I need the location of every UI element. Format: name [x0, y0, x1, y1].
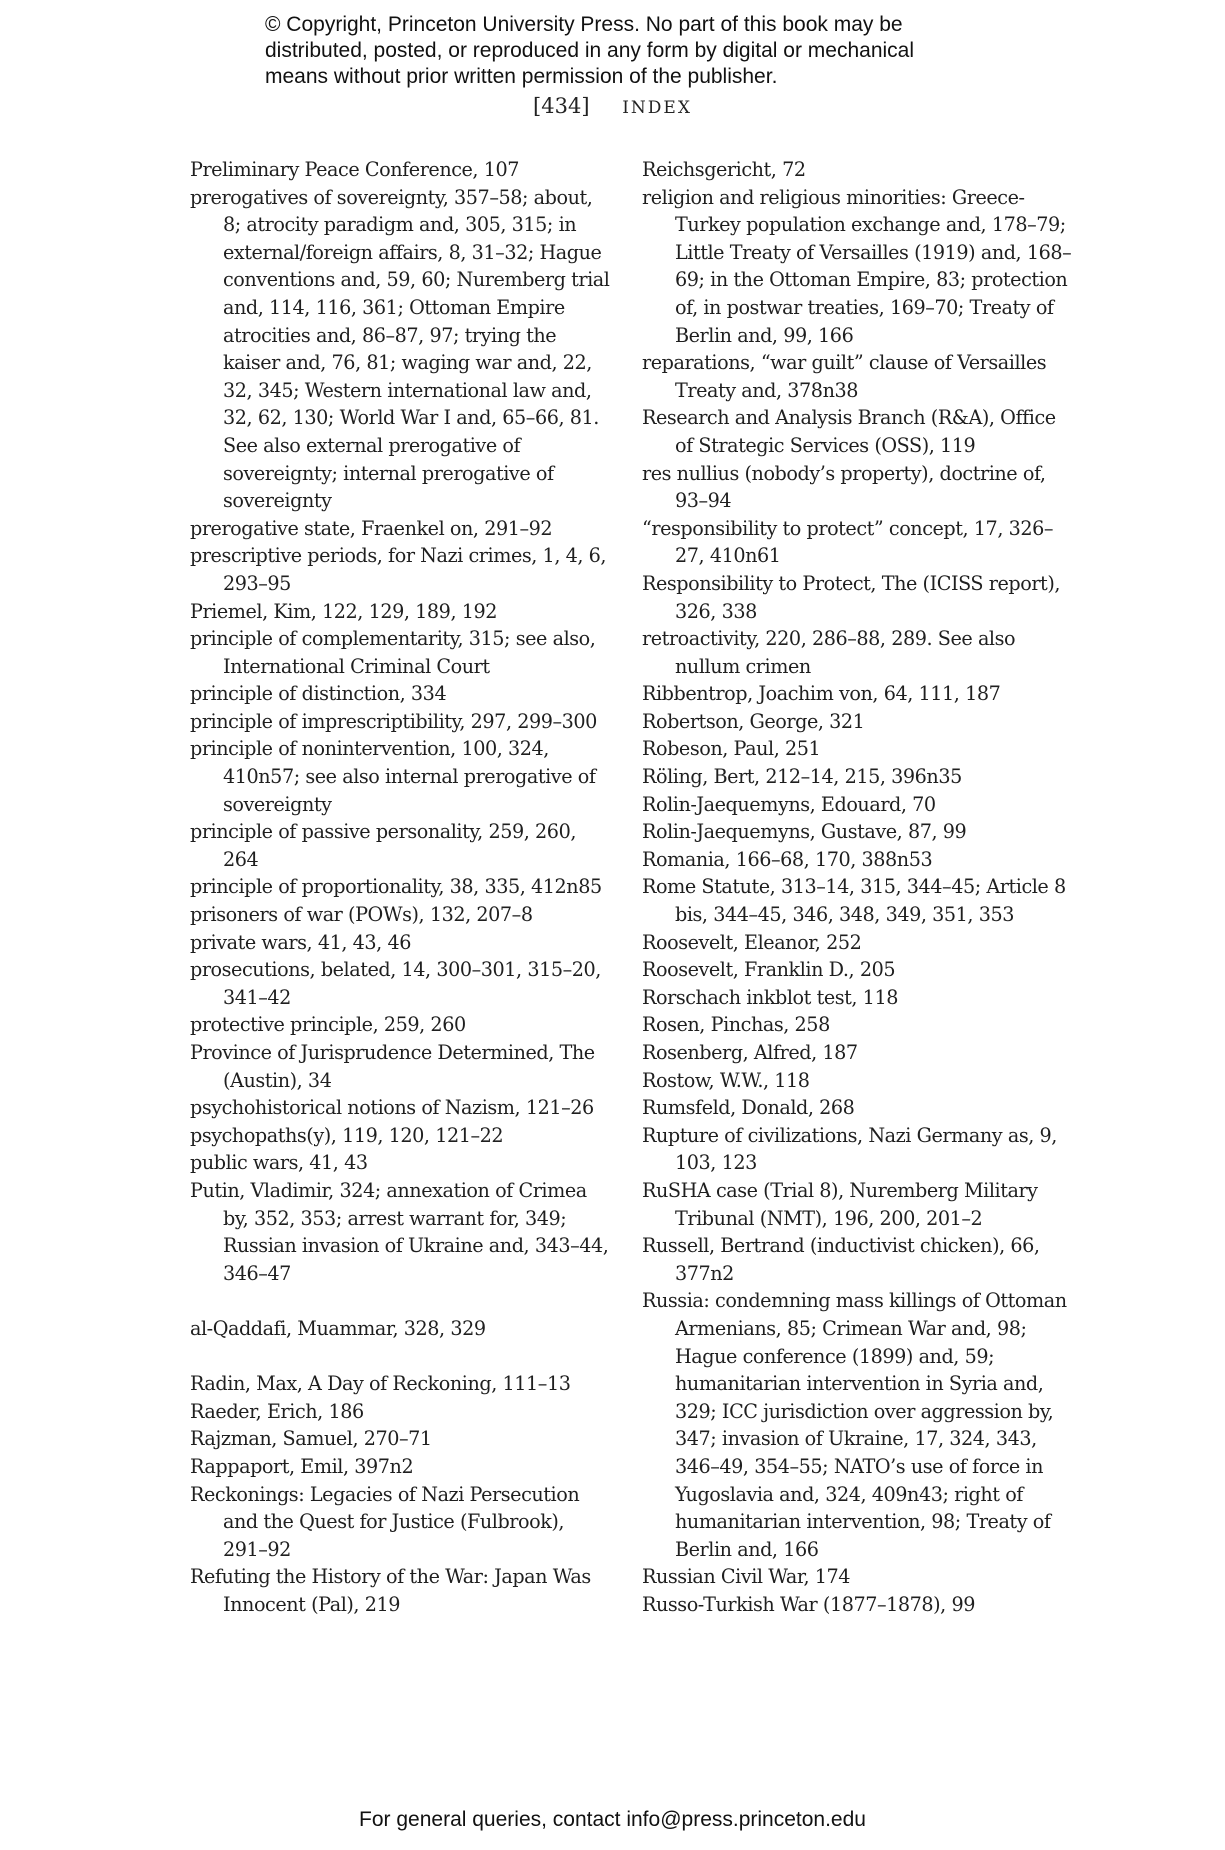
copyright-line: distributed, posted, or reproduced in any form by digital or mechanical: [265, 39, 915, 62]
index-entry: Research and Analysis Branch (R&A), Office of Strategic Services (OSS), 119: [642, 406, 1056, 457]
index-entry: Rostow, W.W., 118: [642, 1068, 810, 1092]
index-entry: Russia: condemning mass killings of Ottoman Armenians, 85; Crimean War and, 98; Hague conference (1899) and, 59; humanitarian intervention in Syria and, 329; ICC jurisdiction over aggression by, 347; invasion of Ukraine, 17, 324, 343, 346–49, 354–55; NATO’s use of force in Yugoslavia and, 324, 409n43; right of humanitarian intervention, 98; Treaty of Berlin and, 166: [642, 1289, 1067, 1561]
index-entry: Robeson, Paul, 251: [642, 737, 821, 761]
index-entry: prerogative state, Fraenkel on, 291–92: [190, 516, 553, 540]
index-entry: Reckonings: Legacies of Nazi Persecution and the Quest for Justice (Fulbrook), 291–92: [190, 1482, 580, 1561]
index-entry: Refuting the History of the War: Japan Was Innocent (Pal), 219: [190, 1565, 591, 1616]
index-entry: Raeder, Erich, 186: [190, 1399, 364, 1423]
index-entry: Roosevelt, Franklin D., 205: [642, 958, 896, 982]
index-entry: principle of nonintervention, 100, 324, 410n57; see also internal prerogative of sovereignty: [190, 737, 596, 816]
footer-contact: For general queries, contact info@press.princeton.edu: [359, 1808, 866, 1831]
index-entry: principle of passive personality, 259, 260, 264: [190, 820, 576, 871]
index-entry: Rupture of civilizations, Nazi Germany as, 9, 103, 123: [642, 1123, 1057, 1175]
index-entry: Röling, Bert, 212–14, 215, 396n35: [642, 765, 962, 789]
running-header: [0, 94, 1225, 118]
index-entry: Rome Statute, 313–14, 315, 344–45; Article 8 bis, 344–45, 346, 348, 349, 351, 353: [642, 875, 1066, 927]
index-entry: public wars, 41, 43: [190, 1151, 368, 1175]
letter-group-gap: [190, 1343, 610, 1371]
index-entry: Preliminary Peace Conference, 107: [190, 158, 519, 181]
index-entry: Priemel, Kim, 122, 129, 189, 192: [190, 599, 498, 623]
index-entry: Russian Civil War, 174: [642, 1565, 851, 1589]
index-entry: Province of Jurisprudence Determined, The (Austin), 34: [190, 1041, 595, 1092]
index-entry: principle of proportionality, 38, 335, 412n85: [190, 875, 602, 899]
index-entry: Russo-Turkish War (1877–1878), 99: [642, 1592, 975, 1616]
index-entry: Putin, Vladimir, 324; annexation of Crimea by, 352, 353; arrest warrant for, 349; Russian invasion of Ukraine and, 343–44, 346–47: [190, 1178, 609, 1285]
index-entry: “responsibility to protect” concept, 17, 326–27, 410n61: [642, 516, 1054, 568]
section-label: INDEX: [622, 98, 692, 118]
index-entry: prescriptive periods, for Nazi crimes, 1, 4, 6, 293–95: [190, 544, 607, 595]
index-entry: private wars, 41, 43, 46: [190, 930, 411, 954]
index-column-left: [190, 156, 610, 1618]
index-entry: Roosevelt, Eleanor, 252: [642, 930, 862, 954]
index-entry: religion and religious minorities: Greece-Turkey population exchange and, 178–79; Little Treaty of Versailles (1919) and, 168–69; in the Ottoman Empire, 83; protection of, in postwar treaties, 169–70; Treaty of Berlin and, 99, 166: [642, 185, 1072, 347]
index-entry: Responsibility to Protect, The (ICISS report), 326, 338: [642, 571, 1060, 623]
index-entry: res nullius (nobody’s property), doctrine of, 93–94: [642, 461, 1046, 513]
index-entry: Russell, Bertrand (inductivist chicken), 66, 377n2: [642, 1234, 1040, 1285]
index-entry: Rolin-Jaequemyns, Edouard, 70: [642, 792, 936, 816]
index-entry: prerogatives of sovereignty, 357–58; about, 8; atrocity paradigm and, 305, 315; in external/foreign affairs, 8, 31–32; Hague conventions and, 59, 60; Nuremberg trial and, 114, 116, 361; Ottoman Empire atrocities and, 86–87, 97; trying the kaiser and, 76, 81; waging war and, 22, 32, 345; Western international law and, 32, 62, 130; World War I and, 65–66, 81. See also external prerogative of sovereignty; internal prerogative of sovereignty: [190, 185, 610, 513]
index-entry: Ribbentrop, Joachim von, 64, 111, 187: [642, 682, 1001, 706]
copyright-notice: [265, 12, 1025, 90]
index-entry: RuSHA case (Trial 8), Nuremberg Military Tribunal (NMT), 196, 200, 201–2: [642, 1178, 1038, 1230]
index-entry: prosecutions, belated, 14, 300–301, 315–20, 341–42: [190, 958, 601, 1009]
letter-group-gap: [190, 1287, 610, 1315]
index-column-right: [642, 156, 1072, 1618]
index-entry: al-Qaddafi, Muammar, 328, 329: [190, 1316, 486, 1340]
index-entry: Rajzman, Samuel, 270–71: [190, 1427, 432, 1451]
index-entry: principle of imprescriptibility, 297, 299–300: [190, 709, 597, 733]
index-entry: principle of distinction, 334: [190, 682, 447, 706]
index-entry: Reichsgericht, 72: [642, 158, 806, 181]
index-entry: psychohistorical notions of Nazism, 121–26: [190, 1096, 594, 1120]
index-entry: protective principle, 259, 260: [190, 1013, 466, 1037]
index-entry: Romania, 166–68, 170, 388n53: [642, 847, 933, 871]
index-entry: Rorschach inkblot test, 118: [642, 985, 898, 1009]
index-entry: Rosenberg, Alfred, 187: [642, 1041, 858, 1064]
index-entry: reparations, “war guilt” clause of Versailles Treaty and, 378n38: [642, 351, 1047, 402]
index-entry: Rosen, Pinchas, 258: [642, 1013, 830, 1037]
copyright-line: means without prior written permission of the publisher.: [265, 65, 778, 88]
index-entry: Rappaport, Emil, 397n2: [190, 1454, 414, 1478]
page-number: [434]: [533, 94, 590, 118]
copyright-line: © Copyright, Princeton University Press. No part of this book may be: [265, 13, 903, 36]
index-entry: prisoners of war (POWs), 132, 207–8: [190, 903, 533, 927]
index-entry: Rolin-Jaequemyns, Gustave, 87, 99: [642, 820, 967, 844]
index-entry: retroactivity, 220, 286–88, 289. See also nullum crimen: [642, 627, 1016, 678]
index-entry: principle of complementarity, 315; see also, International Criminal Court: [190, 627, 596, 678]
index-entry: Robertson, George, 321: [642, 709, 865, 733]
index-entry: Radin, Max, A Day of Reckoning, 111–13: [190, 1372, 571, 1396]
index-entry: psychopaths(y), 119, 120, 121–22: [190, 1123, 504, 1147]
index-entry: Rumsfeld, Donald, 268: [642, 1096, 855, 1120]
